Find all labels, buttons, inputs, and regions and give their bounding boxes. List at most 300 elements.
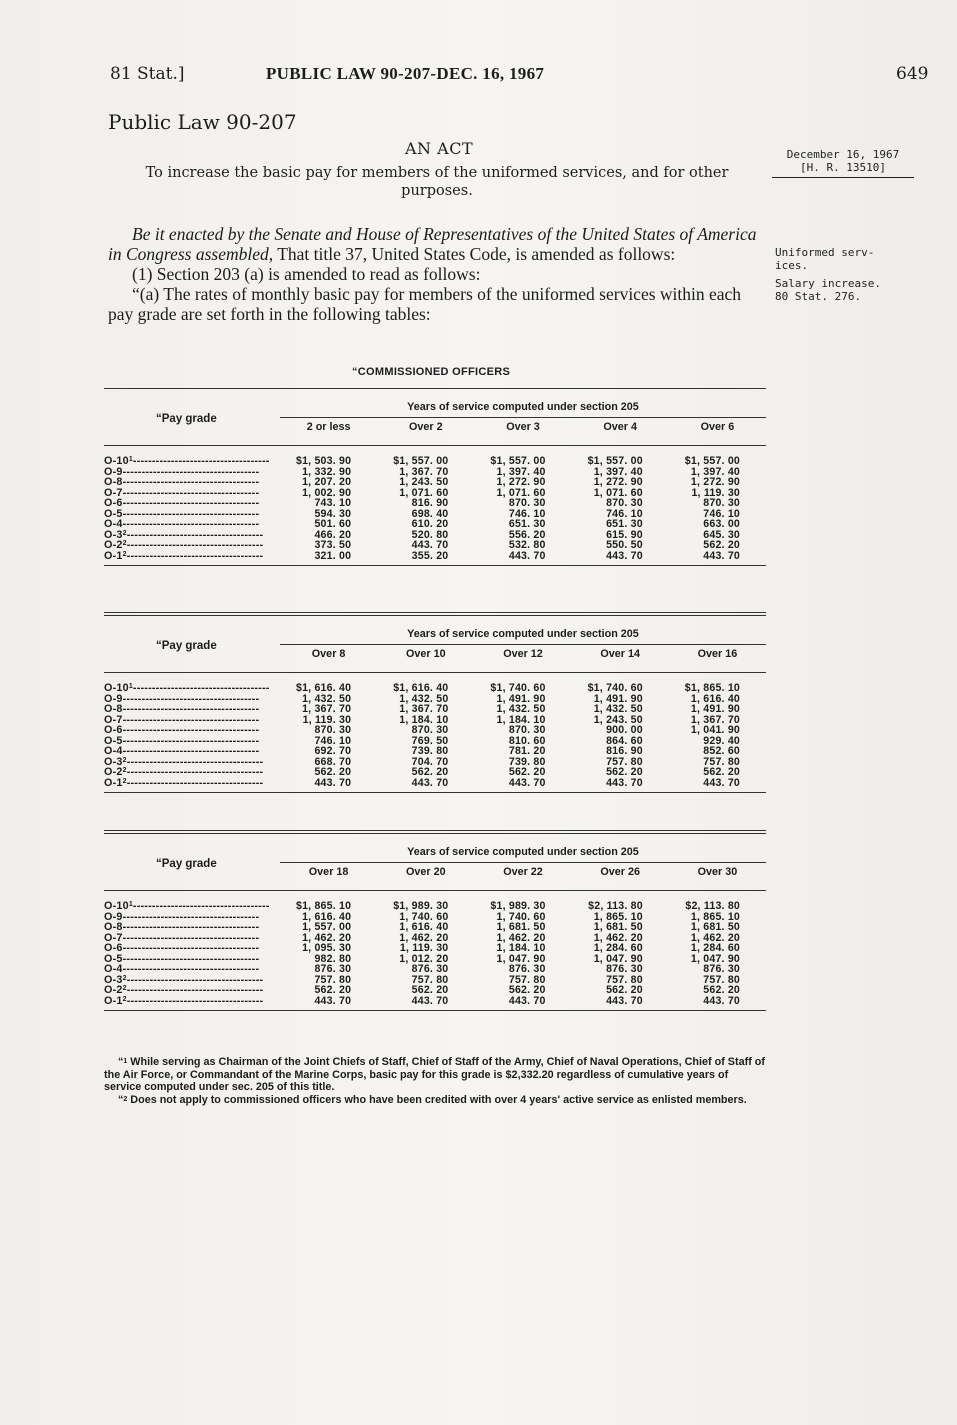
column-header: Over 18: [308, 866, 349, 878]
pay-value-cell: 550. 50: [606, 539, 643, 551]
pay-value-cell: 1, 243. 50: [593, 713, 643, 726]
table-header: [104, 616, 766, 673]
pay-grade-code: O-1: [104, 550, 123, 561]
pay-value-cell: 1, 207. 20: [302, 476, 352, 488]
table-row: [104, 996, 766, 1007]
pay-value-cell: $1, 616. 40: [295, 682, 352, 694]
pay-grade-cell: [104, 943, 280, 954]
table-row: [104, 498, 766, 509]
margin-note-uniformed: Uniformed serv-: [775, 246, 875, 259]
leader-dots: ------------------------------------: [122, 466, 260, 477]
enacting-clause-rest: That title 37, United States Code, is amended as follows:: [277, 244, 676, 264]
footnote-mark: 2: [122, 550, 127, 558]
pay-grade-cell: [104, 996, 280, 1007]
pay-value-cell: 1, 071. 60: [593, 486, 643, 499]
column-header: Over 16: [697, 648, 738, 660]
pay-grade-code: O-2: [104, 540, 123, 551]
pay-value-cell: 645. 30: [703, 528, 741, 541]
pay-value-cell: $1, 616. 40: [393, 682, 449, 694]
table-row: [104, 456, 766, 467]
pay-value-cell: 757. 80: [606, 973, 643, 986]
footnote-1-quote: “: [118, 1056, 124, 1068]
pay-grade-cell: [104, 551, 280, 562]
act-heading: AN ACT: [405, 139, 474, 158]
pay-value-cell: 743. 10: [314, 497, 352, 509]
footnote-1: [104, 1056, 768, 1094]
bill-number: [H. R. 13510]: [799, 161, 887, 174]
pay-grade-header: “Pay grade: [156, 640, 217, 652]
pay-value-cell: 870. 30: [703, 497, 741, 509]
pay-grade-cell: [104, 912, 280, 923]
pay-grade-code: O-6: [104, 498, 123, 509]
pay-grade-code: O-9: [104, 911, 123, 922]
table-row: [104, 985, 766, 996]
pay-grade-code: O-7: [104, 932, 123, 943]
pay-grade-cell: [104, 467, 280, 478]
pay-value-cell: $1, 740. 60: [490, 682, 546, 694]
pay-grade-code: O-8: [104, 704, 123, 715]
table-row: [104, 964, 766, 975]
pay-value-cell: $1, 865. 10: [684, 682, 741, 694]
pay-value-cell: $1, 557. 00: [587, 455, 643, 467]
pay-grade-code: O-3: [104, 529, 123, 540]
pay-grade-code: O-1: [104, 995, 123, 1006]
enacting-clause-italic: Be it enacted by the Senate and House of Representatives of the United States of America in Congress assembled,: [108, 224, 757, 264]
pay-grade-code: O-6: [104, 725, 123, 736]
column-header: Over 26: [600, 866, 641, 878]
pay-grade-cell: [104, 757, 280, 768]
pay-value-cell: $2, 113. 80: [588, 900, 643, 912]
volume-citation: 81 Stat.]: [110, 64, 185, 84]
pay-value-cell: 1, 616. 40: [690, 692, 741, 705]
pay-table-1: [104, 388, 766, 566]
pay-value-cell: 1, 047. 90: [496, 952, 546, 965]
pay-grade-cell: [104, 704, 280, 715]
pay-grade-code: O-4: [104, 519, 123, 530]
pay-value-cell: 1, 397. 40: [690, 465, 741, 478]
years-of-service-header: Years of service computed under section 205: [407, 628, 639, 640]
pay-value-cell: 1, 071. 60: [496, 486, 546, 499]
leader-dots: ------------------------------------: [132, 456, 270, 467]
pay-value-cell: 757. 80: [508, 973, 546, 986]
pay-grade-cell: [104, 519, 280, 530]
margin-date-block: [772, 148, 914, 178]
pay-value-cell: 443. 70: [508, 549, 546, 562]
pay-value-cell: 1, 284. 60: [690, 942, 741, 954]
pay-grade-header: “Pay grade: [156, 413, 217, 425]
pay-value-cell: 1, 272. 90: [593, 476, 643, 488]
pay-value-cell: 1, 047. 90: [593, 952, 643, 965]
footnotes: [104, 1056, 768, 1106]
leader-dots: ------------------------------------: [122, 477, 260, 488]
leader-dots: ------------------------------------: [122, 953, 260, 964]
column-header: Over 4: [603, 421, 638, 433]
pay-value-cell: 876. 30: [508, 963, 546, 975]
leader-dots: ------------------------------------: [122, 735, 260, 746]
footnote-1-text: While serving as Chairman of the Joint Chiefs of Staff, Chief of Staff of the Army, Chief of Naval Operations, Chief of Staff of the Air Force, or Commandant of the Marine Corps, basic pay for this grade is $2,332.20 regardless of cumulative years of service computed under sec. 205 of this title.: [104, 1056, 765, 1093]
footnote-mark: 2: [122, 974, 127, 982]
leader-dots: ------------------------------------: [122, 487, 260, 498]
pay-value-cell: 1, 462. 20: [302, 931, 352, 944]
leader-dots: ------------------------------------: [122, 693, 260, 704]
pay-grade-cell: [104, 964, 280, 975]
footnote-mark: 2: [122, 540, 127, 547]
table-title: “COMMISSIONED OFFICERS: [352, 366, 511, 378]
pay-grade-cell: [104, 736, 280, 747]
pay-value-cell: 1, 367. 70: [302, 703, 352, 715]
column-header: Over 14: [600, 648, 641, 660]
pay-value-cell: 876. 30: [411, 963, 449, 975]
pay-value-cell: $1, 989. 30: [490, 900, 546, 912]
pay-value-cell: 1, 462. 20: [496, 931, 546, 944]
column-header: Over 6: [700, 421, 735, 433]
pay-value-cell: 321. 00: [314, 549, 352, 562]
pay-table-2: [104, 612, 766, 793]
pay-value-cell: 1, 272. 90: [496, 476, 546, 488]
pay-grade-cell: [104, 498, 280, 509]
pay-grade-code: O-8: [104, 922, 123, 933]
leader-dots: ------------------------------------: [126, 550, 264, 561]
pay-value-cell: 562. 20: [606, 766, 643, 778]
leader-dots: ------------------------------------: [126, 540, 264, 551]
leader-dots: ------------------------------------: [122, 943, 260, 954]
footnote-mark: 1: [128, 456, 133, 463]
pay-value-cell: 1, 119. 30: [691, 486, 741, 499]
table-row: [104, 725, 766, 736]
footnote-2: [104, 1094, 768, 1107]
margin-note-citation: 80 Stat. 276.: [775, 290, 862, 303]
pay-grade-cell: [104, 725, 280, 736]
pay-value-cell: 870. 30: [411, 724, 449, 736]
years-of-service-header: Years of service computed under section 205: [407, 401, 639, 413]
pay-value-cell: 615. 90: [606, 528, 643, 541]
pay-value-cell: 1, 432. 50: [496, 703, 546, 715]
pay-grade-code: O-5: [104, 953, 123, 964]
pay-value-cell: 757. 80: [411, 973, 449, 986]
law-title: Public Law 90-207: [108, 110, 297, 134]
pay-value-cell: 810. 60: [508, 734, 546, 747]
footnote-2-text: Does not apply to commissioned officers who have been credited with over 4 years' active service as enlisted members.: [127, 1093, 747, 1106]
pay-value-cell: 556. 20: [508, 528, 546, 541]
enacting-text: [108, 224, 770, 324]
pay-value-cell: 746. 10: [314, 734, 352, 747]
pay-value-cell: 1, 681. 50: [690, 921, 741, 933]
table-row: [104, 943, 766, 954]
pay-grade-cell: [104, 954, 280, 965]
pay-value-cell: 876. 30: [606, 963, 643, 975]
header-divider: [280, 862, 766, 863]
pay-grade-code: O-8: [104, 477, 123, 488]
pay-grade-code: O-7: [104, 714, 123, 725]
pay-value-cell: 1, 002. 90: [302, 486, 352, 499]
leader-dots: ------------------------------------: [126, 995, 264, 1006]
pay-grade-code: O-4: [104, 746, 123, 757]
pay-value-cell: 1, 012. 20: [399, 952, 449, 965]
pay-value-cell: 816. 90: [411, 497, 449, 509]
pay-value-cell: 443. 70: [508, 776, 546, 789]
leader-dots: ------------------------------------: [122, 911, 260, 922]
enactment-date: December 16, 1967: [786, 148, 900, 161]
pay-value-cell: 1, 432. 50: [302, 692, 352, 705]
leader-dots: ------------------------------------: [126, 985, 264, 996]
pay-value-cell: 532. 80: [508, 539, 546, 551]
footnote-mark: 2: [122, 529, 127, 537]
pay-grade-cell: [104, 488, 280, 499]
pay-grade-code: O-2: [104, 767, 123, 778]
pay-value-cell: 1, 740. 60: [496, 910, 546, 923]
pay-value-cell: 704. 70: [411, 755, 449, 768]
pay-value-cell: 562. 20: [703, 984, 741, 996]
pay-value-cell: 651. 30: [508, 518, 546, 530]
column-header: Over 30: [697, 866, 738, 878]
pay-value-cell: 757. 80: [703, 973, 741, 986]
pay-grade-code: O-5: [104, 735, 123, 746]
pay-value-cell: 1, 367. 70: [690, 713, 741, 726]
leader-dots: ------------------------------------: [122, 964, 260, 975]
leader-dots: ------------------------------------: [122, 725, 260, 736]
pay-value-cell: 816. 90: [606, 745, 643, 757]
table-row: [104, 519, 766, 530]
pay-value-cell: 870. 30: [606, 497, 643, 509]
pay-grade-cell: [104, 985, 280, 996]
column-header: Over 3: [506, 421, 540, 433]
pay-grade-code: O-2: [104, 985, 123, 996]
pay-value-cell: 876. 30: [703, 963, 741, 975]
pay-value-cell: 1, 397. 40: [496, 465, 546, 478]
table-bottom-rule: [104, 565, 766, 566]
margin-rule: [772, 177, 914, 178]
pay-grade-cell: [104, 922, 280, 933]
pay-value-cell: 1, 284. 60: [593, 942, 643, 954]
pay-value-cell: 876. 30: [314, 963, 352, 975]
pay-grade-code: O-6: [104, 943, 123, 954]
pay-grade-code: O-9: [104, 693, 123, 704]
pay-value-cell: 562. 20: [703, 539, 741, 551]
table-row: [104, 477, 766, 488]
pay-grade-code: O-3: [104, 974, 123, 985]
pay-value-cell: 870. 30: [508, 724, 546, 736]
table-row: [104, 778, 766, 789]
pay-value-cell: $1, 865. 10: [295, 900, 352, 912]
pay-grade-code: O-3: [104, 756, 123, 767]
header-divider: [280, 644, 766, 645]
pay-value-cell: 1, 184. 10: [399, 713, 449, 726]
footnote-2-mark: 2: [123, 1095, 128, 1103]
leader-dots: ------------------------------------: [126, 756, 264, 767]
pay-value-cell: 562. 20: [606, 984, 643, 996]
pay-value-cell: 1, 432. 50: [399, 692, 449, 705]
pay-grade-code: O-7: [104, 487, 123, 498]
pay-grade-cell: [104, 477, 280, 488]
footnote-mark: 2: [122, 756, 127, 764]
leader-dots: ------------------------------------: [122, 932, 260, 943]
pay-grade-cell: [104, 683, 280, 694]
pay-value-cell: 443. 70: [606, 776, 643, 789]
pay-grade-cell: [104, 746, 280, 757]
act-purpose: To increase the basic pay for members of the uniformed services, and for other purposes.: [145, 165, 729, 199]
subsection-a-text: “(a) The rates of monthly basic pay for members of the uniformed services within each pay grade are set forth in the following tables:: [108, 284, 742, 324]
pay-value-cell: 746. 10: [703, 507, 741, 520]
pay-value-cell: 443. 70: [314, 776, 352, 789]
column-header: Over 2: [408, 421, 443, 433]
pay-value-cell: 1, 462. 20: [593, 931, 643, 944]
pay-value-cell: 1, 491. 90: [690, 703, 741, 715]
pay-grade-cell: [104, 778, 280, 789]
pay-grade-cell: [104, 694, 280, 705]
pay-grade-cell: [104, 456, 280, 467]
pay-value-cell: 1, 432. 50: [593, 703, 643, 715]
table-row: [104, 683, 766, 694]
pay-grade-cell: [104, 509, 280, 520]
pay-value-cell: 698. 40: [411, 507, 449, 520]
leader-dots: ------------------------------------: [122, 714, 260, 725]
pay-grade-code: O-1: [104, 777, 123, 788]
pay-value-cell: 1, 462. 20: [690, 931, 741, 944]
footnote-1-mark: 1: [123, 1058, 128, 1065]
pay-value-cell: 1, 119. 30: [302, 713, 352, 726]
pay-value-cell: 443. 70: [606, 994, 643, 1007]
pay-value-cell: 443. 70: [411, 776, 449, 789]
leader-dots: ------------------------------------: [132, 901, 270, 912]
pay-value-cell: 663. 00: [703, 518, 741, 530]
pay-grade-code: O-10: [104, 901, 129, 912]
margin-note-uniformed-cont: ices.: [775, 259, 809, 272]
pay-value-cell: 1, 184. 10: [496, 942, 546, 954]
table-row: [104, 551, 766, 562]
footnote-mark: 1: [128, 901, 133, 908]
pay-value-cell: 1, 041. 90: [690, 724, 741, 736]
pay-value-cell: 1, 367. 70: [399, 465, 449, 478]
pay-value-cell: 610. 20: [411, 518, 449, 530]
pay-value-cell: 651. 30: [606, 518, 643, 530]
pay-value-cell: 443. 70: [411, 994, 449, 1007]
pay-value-cell: 852. 60: [703, 745, 741, 757]
pay-grade-cell: [104, 975, 280, 986]
pay-value-cell: 562. 20: [703, 766, 741, 778]
column-header: Over 10: [405, 648, 446, 660]
leader-dots: ------------------------------------: [126, 529, 264, 540]
pay-value-cell: 1, 367. 70: [399, 703, 449, 715]
pay-value-cell: 1, 681. 50: [593, 921, 643, 933]
pay-value-cell: 781. 20: [508, 745, 546, 757]
pay-value-cell: 1, 865. 10: [690, 910, 741, 923]
pay-grade-header: “Pay grade: [156, 858, 217, 870]
pay-value-cell: 1, 616. 40: [399, 921, 449, 933]
pay-value-cell: 1, 865. 10: [593, 910, 643, 923]
table-bottom-rule: [104, 792, 766, 793]
table-row: [104, 922, 766, 933]
footnote-mark: 1: [128, 683, 133, 690]
leader-dots: ------------------------------------: [122, 519, 260, 530]
column-header: 2 or less: [306, 421, 351, 433]
pay-value-cell: 466. 20: [314, 528, 352, 541]
pay-grade-code: O-4: [104, 964, 123, 975]
pay-value-cell: 929. 40: [703, 734, 741, 747]
section-amendment-line: (1) Section 203 (a) is amended to read as follows:: [132, 264, 481, 284]
pay-grade-code: O-10: [104, 456, 129, 467]
table-row: [104, 901, 766, 912]
pay-value-cell: 864. 60: [606, 734, 643, 747]
pay-value-cell: 443. 70: [508, 994, 546, 1007]
footnote-mark: 2: [122, 767, 127, 774]
years-of-service-header: Years of service computed under section 205: [407, 846, 639, 858]
pay-table-3: [104, 830, 766, 1011]
pay-value-cell: 443. 70: [606, 549, 643, 562]
leader-dots: ------------------------------------: [122, 922, 260, 933]
page-number: 649: [896, 64, 929, 84]
column-header: Over 8: [311, 648, 346, 660]
pay-grade-cell: [104, 715, 280, 726]
pay-value-cell: $1, 557. 00: [684, 455, 741, 467]
table-header: [104, 834, 766, 891]
pay-value-cell: 443. 70: [314, 994, 352, 1007]
pay-grade-code: O-10: [104, 683, 129, 694]
leader-dots: ------------------------------------: [132, 683, 270, 694]
pay-value-cell: 562. 20: [508, 766, 546, 778]
leader-dots: ------------------------------------: [122, 508, 260, 519]
pay-value-cell: 739. 80: [411, 745, 449, 757]
pay-value-cell: $1, 740. 60: [587, 682, 643, 694]
table-header: [104, 389, 766, 446]
pay-value-cell: 1, 491. 90: [593, 692, 643, 705]
pay-grade-cell: [104, 530, 280, 541]
running-header: PUBLIC LAW 90-207-DEC. 16, 1967: [266, 64, 545, 83]
column-header: Over 20: [405, 866, 446, 878]
pay-value-cell: $1, 557. 00: [490, 455, 546, 467]
table-row: [104, 767, 766, 778]
footnote-mark: 2: [122, 985, 127, 992]
footnote-2-quote: “: [118, 1093, 124, 1106]
leader-dots: ------------------------------------: [122, 704, 260, 715]
pay-value-cell: $1, 503. 90: [295, 455, 352, 467]
pay-value-cell: 443. 70: [703, 549, 741, 562]
pay-value-cell: 501. 60: [314, 518, 352, 530]
leader-dots: ------------------------------------: [126, 974, 264, 985]
table-row: [104, 540, 766, 551]
pay-value-cell: 373. 50: [314, 539, 352, 551]
pay-value-cell: 562. 20: [411, 984, 449, 996]
pay-value-cell: $1, 989. 30: [393, 900, 449, 912]
pay-value-cell: 1, 681. 50: [496, 921, 546, 933]
pay-value-cell: $1, 557. 00: [393, 455, 449, 467]
pay-value-cell: 1, 272. 90: [690, 476, 741, 488]
column-header: Over 22: [503, 866, 543, 878]
margin-note-salary: Salary increase.: [775, 277, 881, 290]
pay-value-cell: 1, 243. 50: [399, 476, 449, 488]
pay-value-cell: 668. 70: [314, 755, 352, 768]
pay-value-cell: 982. 80: [314, 952, 352, 965]
pay-value-cell: 1, 071. 60: [399, 486, 449, 499]
pay-value-cell: 692. 70: [314, 745, 352, 757]
pay-value-cell: 1, 332. 90: [302, 465, 352, 478]
pay-grade-cell: [104, 901, 280, 912]
pay-value-cell: 900. 00: [606, 724, 643, 736]
leader-dots: ------------------------------------: [126, 767, 264, 778]
footnote-mark: 2: [122, 995, 127, 1003]
pay-value-cell: 1, 740. 60: [399, 910, 449, 923]
pay-value-cell: 1, 119. 30: [399, 942, 449, 954]
table-bottom-rule: [104, 1010, 766, 1011]
pay-value-cell: 757. 80: [703, 755, 741, 768]
header-divider: [280, 417, 766, 418]
table-row: [104, 746, 766, 757]
pay-value-cell: 739. 80: [508, 755, 546, 768]
pay-value-cell: 1, 616. 40: [302, 910, 352, 923]
column-header: Over 12: [503, 648, 543, 660]
pay-value-cell: 520. 80: [411, 528, 449, 541]
pay-value-cell: 1, 462. 20: [399, 931, 449, 944]
leader-dots: ------------------------------------: [122, 746, 260, 757]
